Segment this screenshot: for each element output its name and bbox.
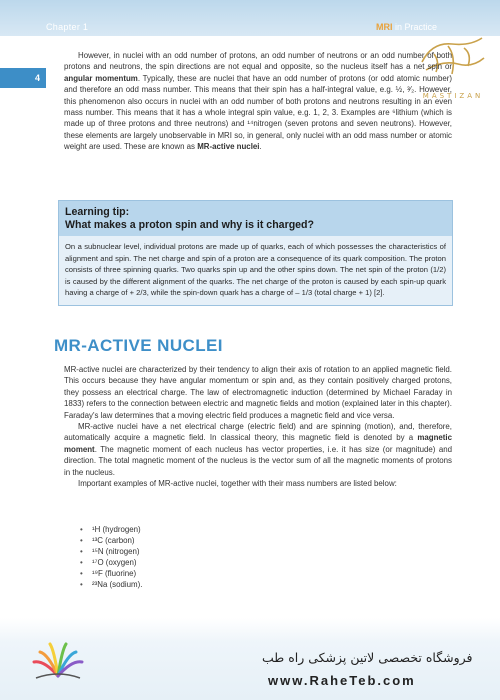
key-term: magnetic moment xyxy=(64,433,452,454)
learning-tip-body: On a subnuclear level, individual protons are made up of quarks, each of which possesses the characteristics of alignment and spin. The net charge and spin of a proton are a consequence of its quark composition. The proton consists of three spinning quarks. Two quarks spin up and the other spins down. The net spin of the proton (1/2) is caused by the different alignment of the quarks. The net charge of the proton is caused by each spin-up quark having a charge of + 2/3, while the spin-down quark has a charge of – 1/3 (total charge + 1) [2]. xyxy=(59,236,452,305)
list-item: • ¹⁷O (oxygen) xyxy=(80,557,142,568)
mastizan-brand-text: MASTIZAN xyxy=(422,92,484,100)
intro-paragraph-text: However, in nuclei with an odd number of protons, an odd number of neutrons or an odd number of both protons and neutrons, the spin directions are not equal and opposite, so the nucleus itself has a net spin or angular momentum. Typically, these are nuclei that have an odd number of protons (or odd atomic number) and therefore an odd mass number. This means that their spin has a half-integral value, e.g. ½, ³⁄₂. However, this phenomenon also occurs in nuclei with an odd number of both protons and neutrons resulting in an even mass number. This means that it has a whole integral spin value, e.g. 1, 2, 3. Examples are ⁶lithium (which is made up of three protons and three neutrons) and ¹⁴nitrogen (seven protons and seven neutrons). However, these elements are largely unobservable in MRI so, in general, only nuclei with an odd mass number or atomic weight are used. These are known as MR-active nuclei. xyxy=(64,51,453,152)
learning-tip-header xyxy=(59,201,452,236)
shop-url-link[interactable]: www.RaheTeb.com xyxy=(268,673,416,688)
list-item: • ¹³C (carbon) xyxy=(80,535,142,546)
page-header xyxy=(0,0,500,36)
list-item: • ¹H (hydrogen) xyxy=(80,524,142,535)
book-logo-icon xyxy=(30,640,86,684)
chapter-label: Chapter 1 xyxy=(46,22,89,32)
section-paragraph-3: Important examples of MR-active nuclei, together with their mass numbers are listed below: xyxy=(78,479,397,489)
key-term: angular momentum xyxy=(64,73,138,83)
learning-tip-label: Learning tip: xyxy=(65,206,130,218)
list-item: • ¹⁵N (nitrogen) xyxy=(80,546,142,557)
learning-tip-question: What makes a proton spin and why is it charged? xyxy=(65,219,314,231)
section-paragraph-1: MR-active nuclei are characterized by their tendency to align their axis of rotation to an applied magnetic field. This occurs because they have angular momentum or spin and, as they contain positively charged protons, they possess an electrical charge. The law of electromagnetic induction (determined by Michael Faraday in 1833) refers to the connection between electric and magnetic fields and motion (explained later in this chapter). Faraday's law determines that a moving electric field produces a magnetic field and vice versa. xyxy=(64,365,452,420)
key-term: MR-active nuclei xyxy=(197,142,260,152)
book-title xyxy=(376,22,437,32)
nuclei-list xyxy=(80,524,142,590)
section-title: MR-ACTIVE NUCLEI xyxy=(54,336,223,355)
shop-name: فروشگاه تخصصی لاتین پزشکی راه طب xyxy=(262,650,473,665)
page-number: 4 xyxy=(0,68,46,88)
learning-tip-box xyxy=(58,200,453,306)
section-paragraph-2: MR-active nuclei have a net electrical charge (electric field) and are spinning (motion), and, therefore, automatically acquire a magnetic field. In classical theory, this magnetic field is denoted by a magnetic moment. The magnetic moment of each nucleus has vector properties, i.e. it has size (or magnitude) and direction. The total magnetic moment of the nucleus is the vector sum of all the magnetic moments of protons in the nucleus. xyxy=(64,422,452,477)
book-title-suffix: in Practice xyxy=(392,22,438,32)
book-title-prefix: MRI xyxy=(376,22,393,32)
list-item: • ¹⁹F (fluorine) xyxy=(80,568,142,579)
list-item: • ²³Na (sodium). xyxy=(80,579,142,590)
section-paragraphs xyxy=(64,364,452,489)
intro-paragraph xyxy=(64,50,452,153)
